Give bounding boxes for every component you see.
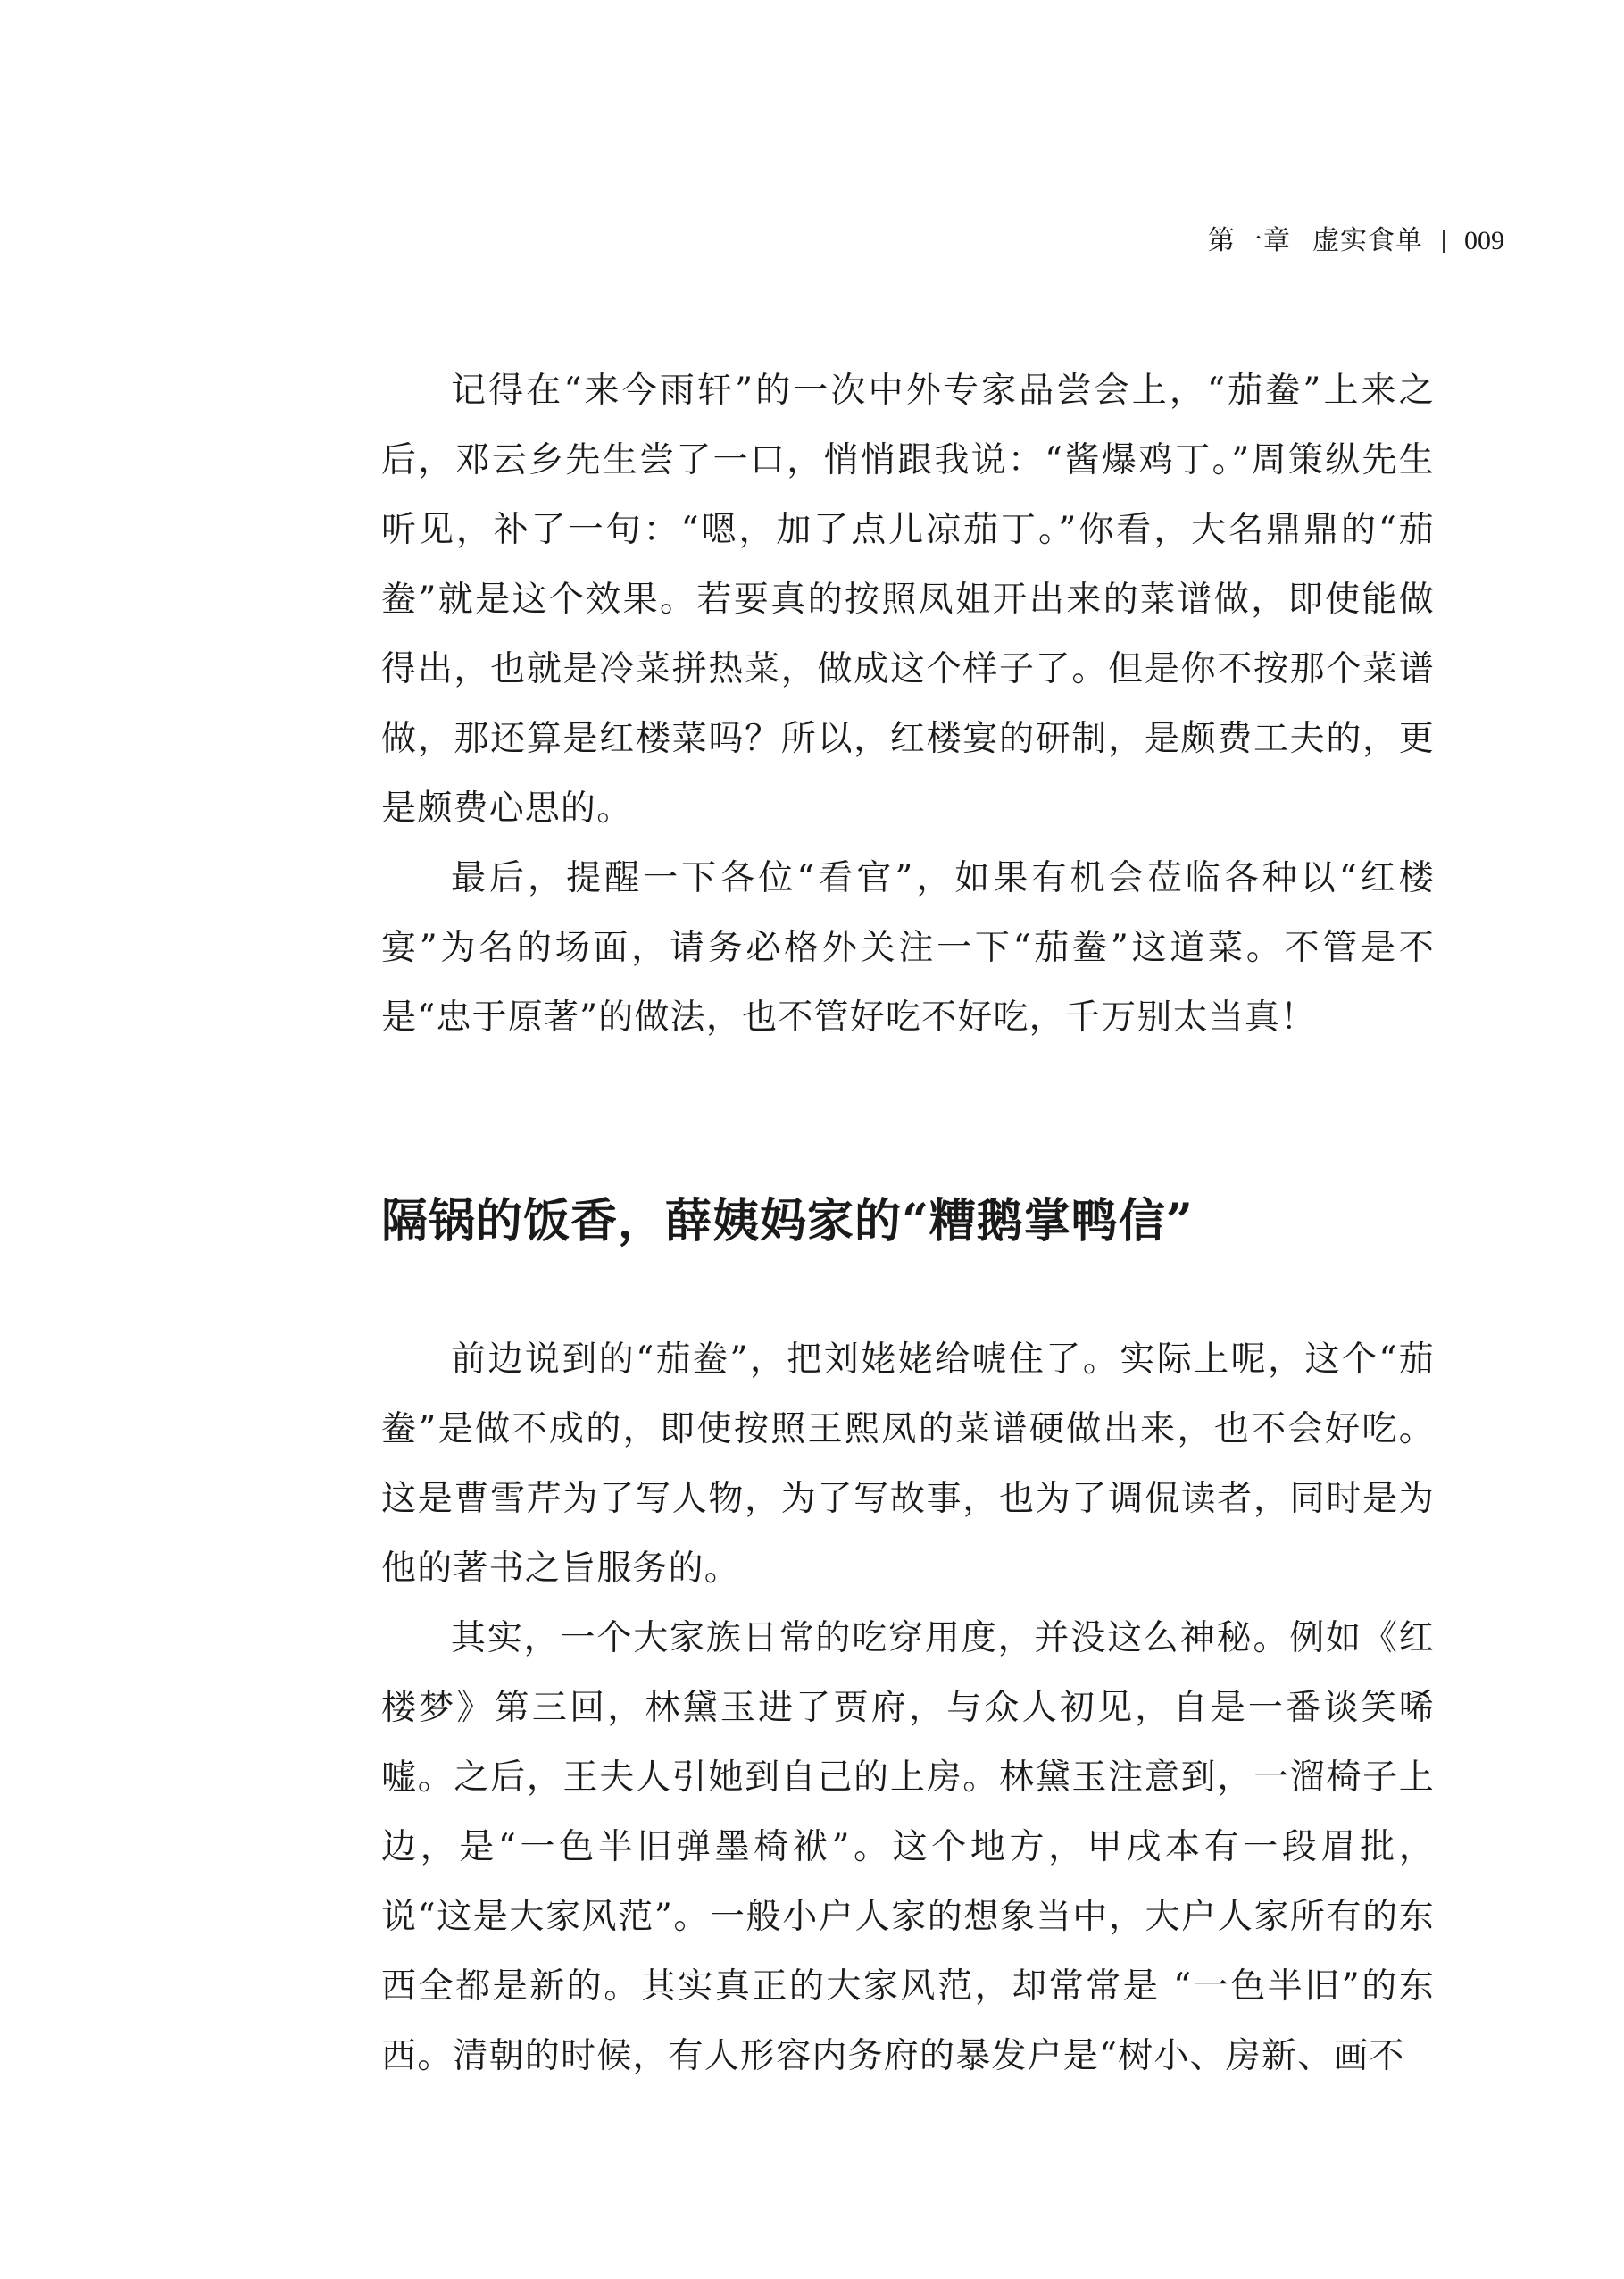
header-divider [1443, 230, 1445, 253]
body-text-bottom [381, 1325, 1435, 2091]
chapter-label: 第一章 [1208, 225, 1291, 256]
body-text-top [381, 356, 1435, 1053]
page-number: 009 [1464, 226, 1504, 255]
paragraph: 最后，提醒一下各位“看官”，如果有机会莅临各种以“红楼宴”为名的场面，请务必格外关注一下“茄鲞”这道菜。不管是不是“忠于原著”的做法，也不管好吃不好吃，千万别太当真！ [381, 858, 1435, 1038]
section-heading: 隔锅的饭香，薛姨妈家的“糟鹅掌鸭信” [381, 1194, 1194, 1248]
paragraph: 记得在“来今雨轩”的一次中外专家品尝会上，“茄鲞”上来之后，邓云乡先生尝了一口，悄悄跟我说：“酱爆鸡丁。”周策纵先生听见，补了一句：“嗯，加了点儿凉茄丁。”你看，大名鼎鼎的“茄鲞”就是这个效果。若要真的按照凤姐开出来的菜谱做，即使能做得出，也就是冷菜拼热菜，做成这个样子了。但是你不按那个菜谱做，那还算是红楼菜吗？所以，红楼宴的研制，是颇费工夫的，更是颇费心思的。 [381, 371, 1435, 829]
paragraph: 前边说到的“茄鲞”，把刘姥姥给唬住了。实际上呢，这个“茄鲞”是做不成的，即使按照王熙凤的菜谱硬做出来，也不会好吃。这是曹雪芹为了写人物，为了写故事，也为了调侃读者，同时是为他的著书之旨服务的。 [381, 1340, 1435, 1589]
running-header [1208, 223, 1504, 259]
paragraph: 其实，一个大家族日常的吃穿用度，并没这么神秘。例如《红楼梦》第三回，林黛玉进了贾府，与众人初见，自是一番谈笑唏嘘。之后，王夫人引她到自己的上房。林黛玉注意到，一溜椅子上边，是“一色半旧弹墨椅袱”。这个地方，甲戌本有一段眉批，说“这是大家风范”。一般小户人家的想象当中，大户人家所有的东西全都是新的。其实真正的大家风范，却常常是 “一色半旧”的东西。清朝的时候，有人形容内务府的暴发户是“树小、房新、画不 [381, 1618, 1435, 2076]
chapter-name: 虚实食单 [1312, 225, 1423, 256]
